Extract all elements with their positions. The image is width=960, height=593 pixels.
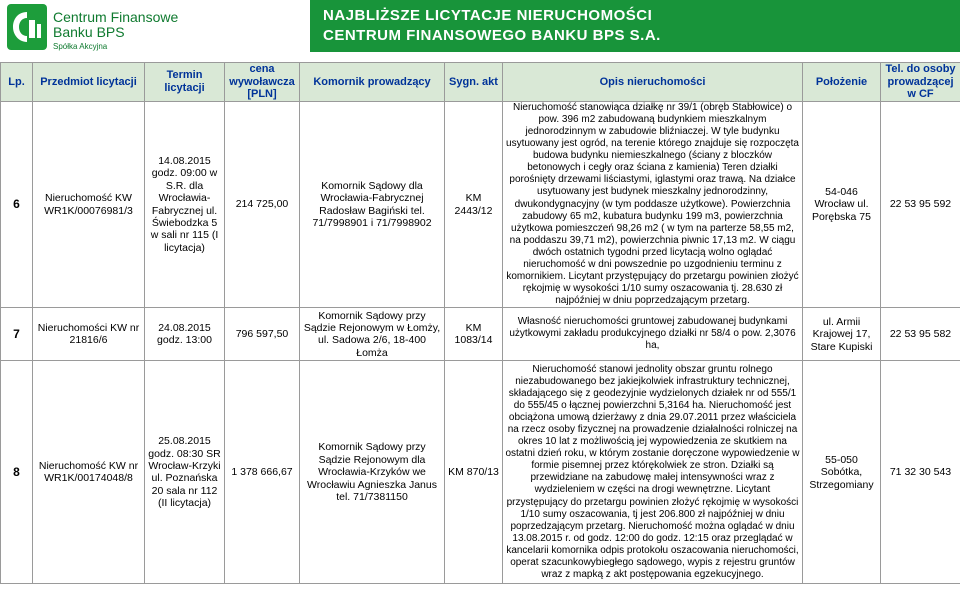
col-subject: Przedmiot licytacji (33, 63, 145, 102)
cell-description: Własność nieruchomości gruntowej zabudowanej budynkami użytkowymi zakładu produkcyjnego działki nr 58/4 o pow. 2,3076 ha, (503, 308, 803, 361)
cell-subject: Nieruchomości KW nr 21816/6 (33, 308, 145, 361)
cell-lp: 7 (1, 308, 33, 361)
cell-location: 55-050 Sobótka, Strzegomiany (803, 361, 881, 584)
table-row (1, 101, 960, 308)
page-title (323, 6, 661, 46)
page-header (0, 0, 960, 62)
cell-description: Nieruchomość stanowi jednolity obszar gruntu rolnego niezabudowanego bez jakiejkolwiek infrastruktury technicznej, składającego się z geodezyjnie wydzielonych działek nr od 555/1 do 555/45 o łącznej powierzchni 5,3164 ha. Nieruchomość jest obciążona umową dzierżawy z dnia 29.07.2011 przez właściciela na rzecz osoby fizycznej na prowadzenie działalności rolniczej na okres 10 lat z możliwością jej wypowiedzenia ze skutkiem na ostatni dzień roku, w którym zostanie doręczone wypowiedzenie w formie pisemnej przez którękolwiek ze stron. Działki są przewidziane na zabudowę małej intensywności wraz z wydzieleniem w części na drogi wewnętrzne. Licytant przystępujący do przetargu powinien złożyć rękojmię w wysokości 1/10 sumy oszacowania, tj jest 206.800 zł najpóźniej w dniu poprzedzającym przetarg. Nieruchomość można oglądać w dniu 13.08.2015 r. od godz. 12:00 do godz. 12:15 oraz przeglądać w kancelarii komornika odpis protokołu oszacowania nieruchomości, operat szacunkowybiegłego sądowego, wypis z rejestru gruntów wraz z mapką z akt postępowania egzekucyjnego. (503, 361, 803, 584)
cell-subject: Nieruchomość KW nr WR1K/00174048/8 (33, 361, 145, 584)
table-row (1, 308, 960, 361)
auction-table (0, 62, 960, 584)
cell-price: 214 725,00 (225, 101, 300, 308)
cell-case: KM 2443/12 (445, 101, 503, 308)
cell-bailiff: Komornik Sądowy dla Wrocławia-Fabrycznej Radosław Bagiński tel. 71/7998901 i 71/7998902 (300, 101, 445, 308)
table-header-row (1, 63, 960, 102)
cell-lp: 6 (1, 101, 33, 308)
cell-phone: 22 53 95 592 (881, 101, 960, 308)
cell-phone: 22 53 95 582 (881, 308, 960, 361)
logo (7, 4, 179, 52)
cell-price: 1 378 666,67 (225, 361, 300, 584)
cell-case: KM 1083/14 (445, 308, 503, 361)
title-line2: CENTRUM FINANSOWEGO BANKU BPS S.A. (323, 27, 661, 44)
cell-subject: Nieruchomość KW WR1K/00076981/3 (33, 101, 145, 308)
cell-bailiff: Komornik Sądowy przy Sądzie Rejonowym dla Wrocławia-Krzyków we Wrocławiu Agnieszka Janus tel. 71/7381150 (300, 361, 445, 584)
cell-price: 796 597,50 (225, 308, 300, 361)
col-location: Położenie (803, 63, 881, 102)
cell-phone: 71 32 30 543 (881, 361, 960, 584)
title-line1: NAJBLIŻSZE LICYTACJE NIERUCHOMOŚCI (323, 7, 653, 24)
cell-location: ul. Armii Krajowej 17, Stare Kupiski (803, 308, 881, 361)
col-case: Sygn. akt (445, 63, 503, 102)
col-price: cena wywoławcza [PLN] (225, 63, 300, 102)
col-lp: Lp. (1, 63, 33, 102)
cell-date: 25.08.2015 godz. 08:30 SR Wrocław-Krzyki ul. Poznańska 20 sala nr 112 (II licytacja) (145, 361, 225, 584)
cell-case: KM 870/13 (445, 361, 503, 584)
cell-date: 14.08.2015 godz. 09:00 w S.R. dla Wrocławia-Fabrycznej ul. Świebodzka 5 w sali nr 115 (I licytacja) (145, 101, 225, 308)
logo-mark-icon (7, 4, 47, 50)
cell-bailiff: Komornik Sądowy przy Sądzie Rejonowym w Łomży, ul. Sadowa 2/6, 18-400 Łomża (300, 308, 445, 361)
col-bailiff: Komornik prowadzący (300, 63, 445, 102)
cell-date: 24.08.2015 godz. 13:00 (145, 308, 225, 361)
logo-name-line1: Centrum Finansowe (53, 9, 179, 25)
col-phone: Tel. do osoby prowadzącej w CF (881, 63, 960, 102)
logo-name-line2: Banku BPS (53, 24, 125, 40)
cell-lp: 8 (1, 361, 33, 584)
cell-description: Nieruchomość stanowiąca działkę nr 39/1 (obręb Stabłowice) o pow. 396 m2 zabudowaną budynkiem mieszkalnym jednorodzinnym w zabudowie bliźniaczej. W tyle budynku usytuowany jest ogród, na terenie którego znajduje się rozpoczęta budowa budynku niemieszkalnego (ściany z bloczków betonowych i cegły oraz ściana z kamienia) Teren działki porośnięty drzewami liściastymi, iglastymi oraz trawą. Na działce usytuowany jest budynek mieszkalny jednorodzinny, dwukondygnacyjny (w tym poddasze użytkowe). Powierzchnia zabudowy 65 m2, kubatura budynku 199 m3, powierzchnia użytkowa pomieszczeń 98,26 m2 ( w tym na parterze 58,55 m2, na poddaszu 39,71 m2), powierzchnia piwnic 17,13 m2. W ciągu dwóch ostatnich tygodni przed licytacją wolno oglądać nieruchomość w dni powszednie po uzgodnieniu terminu z komornikiem. Licytant przystępujący do przetargu powinien złożyć rękojmię w wysokości 1/10 sumy oszacowania tj. 28.630 zł najpóźniej w dniu poprzedzającym przetarg. (503, 101, 803, 308)
col-date: Termin licytacji (145, 63, 225, 102)
col-description: Opis nieruchomości (503, 63, 803, 102)
table-row (1, 361, 960, 584)
logo-subtitle: Spółka Akcyjna (53, 42, 108, 51)
cell-location: 54-046 Wrocław ul. Porębska 75 (803, 101, 881, 308)
